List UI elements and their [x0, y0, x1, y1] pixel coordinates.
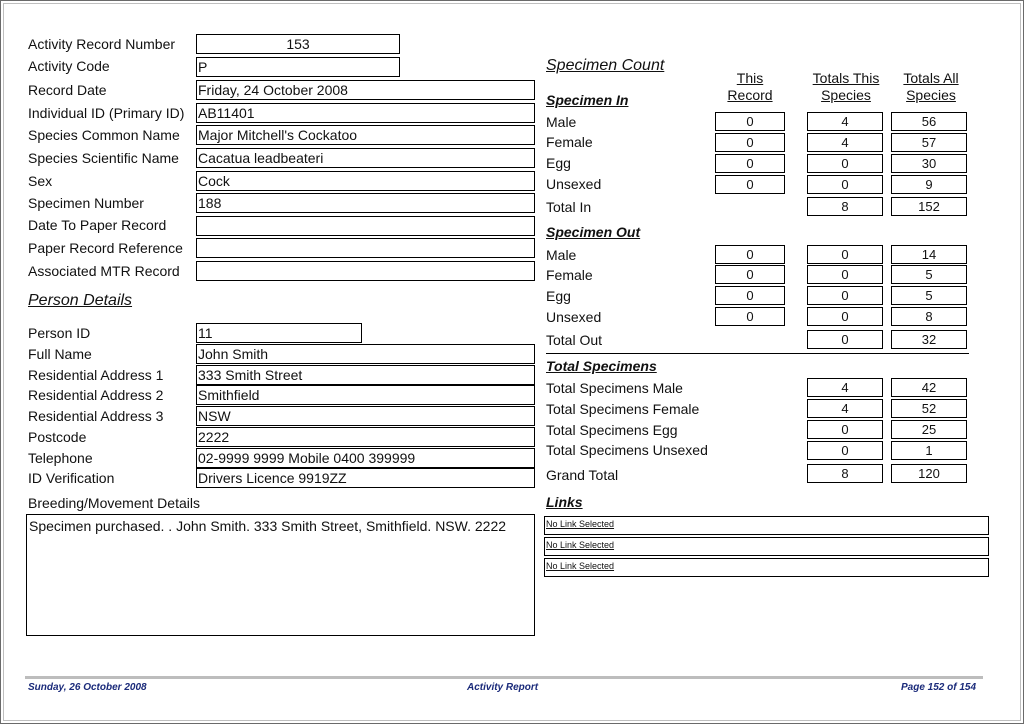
- field-specimen-number: 188: [196, 193, 535, 213]
- in-this-value: 0: [715, 112, 785, 131]
- label-associated-mtr-record: Associated MTR Record: [28, 263, 180, 279]
- totals-species-value: 0: [807, 420, 883, 439]
- label-activity-code: Activity Code: [28, 58, 110, 74]
- field-activity-code: P: [196, 57, 400, 77]
- field-sex: Cock: [196, 171, 535, 191]
- in-all-value: 30: [891, 154, 967, 173]
- total-out-label: Total Out: [546, 332, 603, 348]
- field-telephone: 02-9999 9999 Mobile 0400 399999: [196, 448, 535, 468]
- out-species-value: 0: [807, 245, 883, 264]
- in-all-value: 9: [891, 175, 967, 194]
- out-this-value: 0: [715, 245, 785, 264]
- field-associated-mtr-record: [196, 261, 535, 281]
- label-breeding-movement: Breeding/Movement Details: [28, 495, 200, 511]
- in-row-label: Male: [546, 114, 577, 130]
- specimen-in-heading: Specimen In: [546, 92, 629, 108]
- out-all-value: 5: [891, 286, 967, 305]
- label-full-name: Full Name: [28, 346, 92, 362]
- totals-row-label: Total Specimens Female: [546, 401, 700, 417]
- totals-row-label: Total Specimens Male: [546, 380, 683, 396]
- label-residential-address-3: Residential Address 3: [28, 408, 164, 424]
- field-full-name: John Smith: [196, 344, 535, 364]
- specimen-count-heading: Specimen Count: [546, 57, 665, 74]
- label-paper-record-reference: Paper Record Reference: [28, 240, 183, 256]
- col-header-totals-this-species-line1: Totals This: [812, 70, 880, 86]
- label-record-date: Record Date: [28, 82, 107, 98]
- out-all-value: 14: [891, 245, 967, 264]
- total-in-species-value: 8: [807, 197, 883, 216]
- grand-total-species-value: 8: [807, 464, 883, 483]
- out-row-label: Male: [546, 247, 577, 263]
- link-item[interactable]: No Link Selected: [544, 537, 989, 556]
- in-row-label: Female: [546, 134, 593, 150]
- out-this-value: 0: [715, 286, 785, 305]
- totals-species-value: 4: [807, 399, 883, 418]
- out-species-value: 0: [807, 286, 883, 305]
- person-details-heading: Person Details: [28, 292, 133, 309]
- label-residential-address-1: Residential Address 1: [28, 367, 164, 383]
- label-species-common-name: Species Common Name: [28, 127, 180, 143]
- specimen-out-heading: Specimen Out: [546, 224, 641, 240]
- field-postcode: 2222: [196, 427, 535, 447]
- in-all-value: 57: [891, 133, 967, 152]
- grand-total-all-value: 120: [891, 464, 967, 483]
- in-row-label: Egg: [546, 155, 571, 171]
- totals-all-value: 25: [891, 420, 967, 439]
- link-item[interactable]: No Link Selected: [544, 558, 989, 577]
- footer-divider: [25, 676, 983, 679]
- out-this-value: 0: [715, 265, 785, 284]
- col-header-this-record-line2: Record: [727, 87, 773, 103]
- in-species-value: 4: [807, 112, 883, 131]
- out-species-value: 0: [807, 307, 883, 326]
- in-species-value: 4: [807, 133, 883, 152]
- field-breeding-movement: Specimen purchased. . John Smith. 333 Smith Street, Smithfield. NSW. 2222: [26, 514, 535, 636]
- label-postcode: Postcode: [28, 429, 87, 445]
- label-sex: Sex: [28, 173, 53, 189]
- footer-date: Sunday, 26 October 2008: [28, 682, 147, 693]
- field-person-id: 11: [196, 323, 362, 343]
- footer-page-number: Page 152 of 154: [901, 682, 977, 693]
- out-all-value: 5: [891, 265, 967, 284]
- label-species-scientific-name: Species Scientific Name: [28, 150, 179, 166]
- in-this-value: 0: [715, 133, 785, 152]
- footer-title: Activity Report: [467, 682, 539, 693]
- totals-all-value: 42: [891, 378, 967, 397]
- field-residential-address-2: Smithfield: [196, 385, 535, 405]
- col-header-this-record-line1: This: [736, 70, 764, 86]
- out-species-value: 0: [807, 265, 883, 284]
- totals-row-label: Total Specimens Unsexed: [546, 442, 708, 458]
- totals-row-label: Total Specimens Egg: [546, 422, 678, 438]
- field-date-to-paper-record: [196, 216, 535, 236]
- label-residential-address-2: Residential Address 2: [28, 387, 164, 403]
- field-species-scientific-name: Cacatua leadbeateri: [196, 148, 535, 168]
- total-in-label: Total In: [546, 199, 592, 215]
- field-activity-record-number: 153: [196, 34, 400, 54]
- col-header-totals-this-species-line2: Species: [821, 87, 871, 103]
- label-id-verification: ID Verification: [28, 470, 115, 486]
- field-residential-address-1: 333 Smith Street: [196, 365, 535, 385]
- in-all-value: 56: [891, 112, 967, 131]
- label-date-to-paper-record: Date To Paper Record: [28, 217, 167, 233]
- totals-species-value: 4: [807, 378, 883, 397]
- total-out-all-value: 32: [891, 330, 967, 349]
- out-this-value: 0: [715, 307, 785, 326]
- out-row-label: Egg: [546, 288, 571, 304]
- in-species-value: 0: [807, 175, 883, 194]
- field-paper-record-reference: [196, 238, 535, 258]
- total-in-all-value: 152: [891, 197, 967, 216]
- col-header-totals-this-species: [804, 70, 888, 104]
- label-specimen-number: Specimen Number: [28, 195, 144, 211]
- in-species-value: 0: [807, 154, 883, 173]
- out-row-label: Unsexed: [546, 309, 602, 325]
- totals-all-value: 52: [891, 399, 967, 418]
- totals-species-value: 0: [807, 441, 883, 460]
- in-this-value: 0: [715, 154, 785, 173]
- col-header-totals-all-species: [893, 70, 969, 104]
- col-header-totals-all-species-line2: Species: [906, 87, 956, 103]
- out-row-label: Female: [546, 267, 593, 283]
- field-record-date: Friday, 24 October 2008: [196, 80, 535, 100]
- col-header-this-record: [715, 70, 785, 104]
- total-specimens-heading: Total Specimens: [546, 358, 657, 374]
- field-individual-id: AB11401: [196, 103, 535, 123]
- label-telephone: Telephone: [28, 450, 93, 466]
- totals-all-value: 1: [891, 441, 967, 460]
- col-header-totals-all-species-line1: Totals All: [903, 70, 959, 86]
- field-residential-address-3: NSW: [196, 406, 535, 426]
- total-out-species-value: 0: [807, 330, 883, 349]
- field-species-common-name: Major Mitchell's Cockatoo: [196, 125, 535, 145]
- section-divider: [546, 353, 969, 354]
- grand-total-label: Grand Total: [546, 467, 619, 483]
- links-heading: Links: [546, 494, 583, 510]
- field-id-verification: Drivers Licence 9919ZZ: [196, 468, 535, 488]
- label-individual-id: Individual ID (Primary ID): [28, 105, 185, 121]
- in-this-value: 0: [715, 175, 785, 194]
- label-activity-record-number: Activity Record Number: [28, 36, 176, 52]
- out-all-value: 8: [891, 307, 967, 326]
- link-item[interactable]: No Link Selected: [544, 516, 989, 535]
- in-row-label: Unsexed: [546, 176, 602, 192]
- label-person-id: Person ID: [28, 325, 91, 341]
